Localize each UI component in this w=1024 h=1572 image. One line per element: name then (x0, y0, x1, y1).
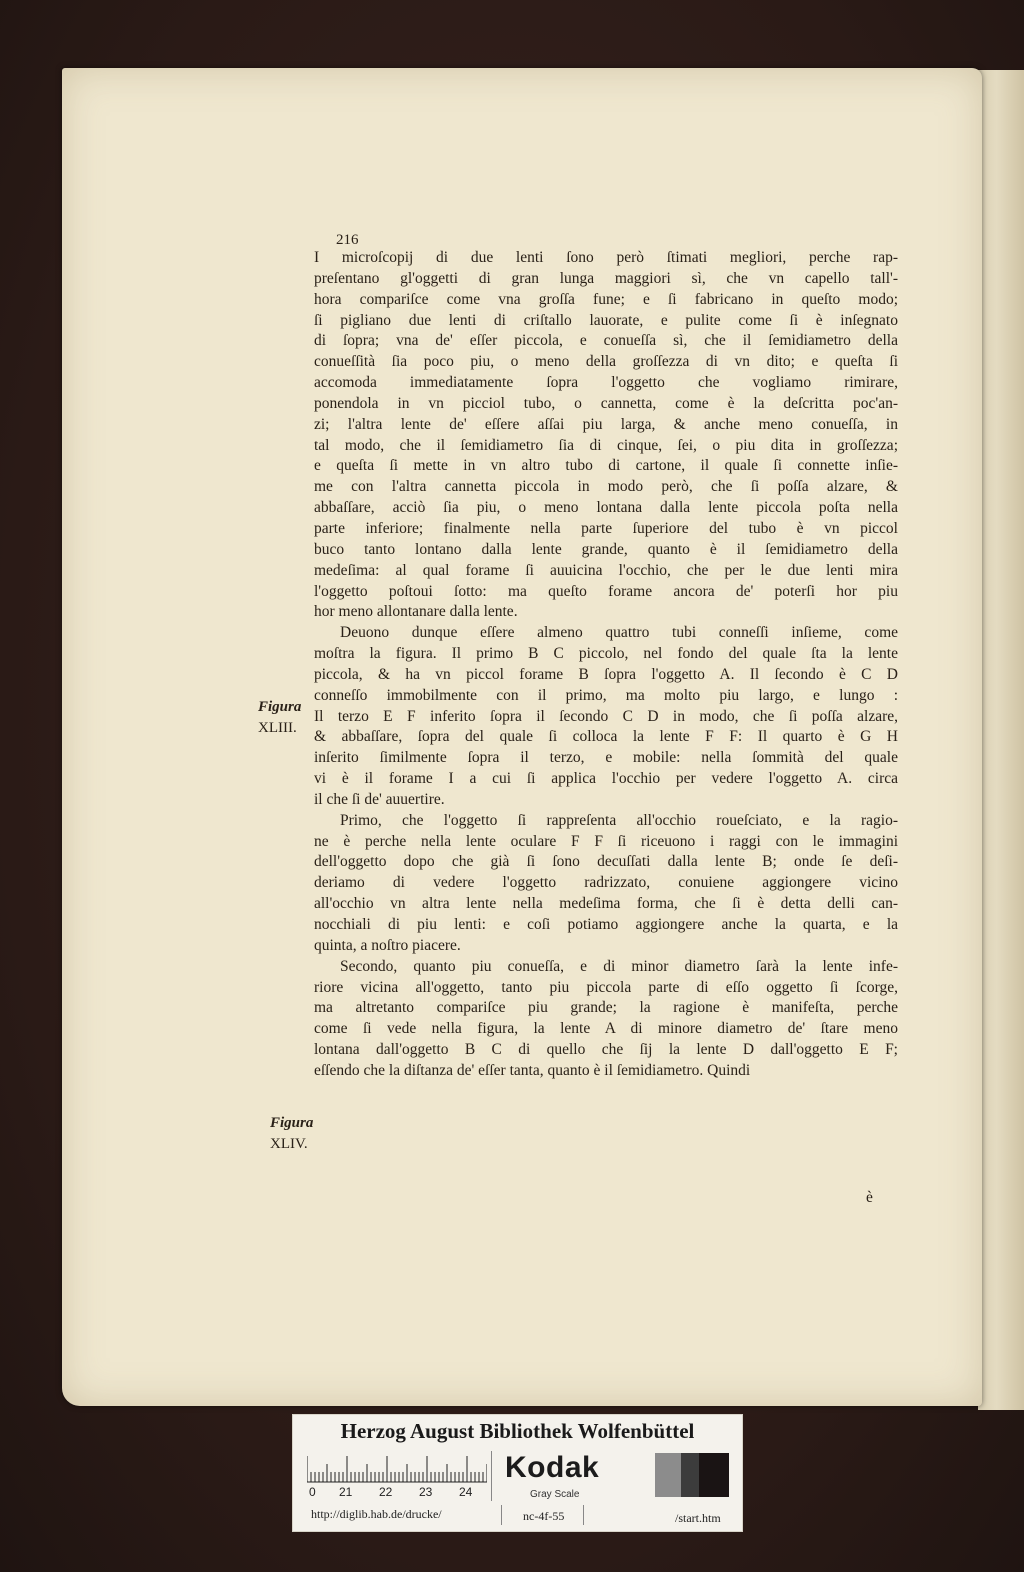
text-line: come ſi vede nella figura, la lente A di minore diametro de' ſtare meno (314, 1020, 898, 1038)
divider (583, 1505, 584, 1525)
text-line: ponendola in vn picciol tubo, o cannetta, come è la deſcritta poc'an- (314, 394, 898, 412)
text-line: preſentano gl'oggetti di gran lunga maggiori sì, che vn capello tall'- (314, 269, 898, 287)
text-line: moſtra la figura. Il primo B C piccolo, nel fondo del quale ſta la lente (314, 645, 898, 663)
text-line: tal modo, che il ſemidiametro ſia di cinque, ſei, o piu dita in groſſezza; (314, 436, 898, 454)
paragraph (314, 248, 898, 623)
text-line: accomoda immediatamente ſopra l'oggetto che vogliamo rimirare, (314, 374, 898, 392)
text-line: medeſima: al qual forame ſi auuicina l'occhio, che per le due lenti mira (314, 561, 898, 579)
paragraph (314, 957, 898, 1082)
text-line: inſerito ſimilmente ſopra il terzo, e mobile: nella ſommità del quale (314, 749, 898, 767)
text-line: dell'oggetto dopo che già ſi ſono decuſſati dalla lente B; onde ſe deſi- (314, 853, 898, 871)
ruler-icon (307, 1453, 487, 1483)
catchword: è (866, 1189, 873, 1206)
paragraph (314, 623, 898, 811)
text-line: riore vicina all'oggetto, tanto piu piccola parte di eſſo oggetto ſi ſcorge, (314, 978, 898, 996)
margin-note-figure-43 (258, 697, 301, 739)
margin-note-figure-44 (270, 1113, 313, 1155)
text-line: all'occhio vn altra lente nella medeſima forma, che ſi è detta delli can- (314, 895, 898, 913)
text-line: parte inferiore; finalmente nella parte ſuperiore del tubo è vn piccol (314, 519, 898, 537)
text-line: Primo, che l'oggetto ſi rappreſenta all'occhio roueſciato, e la ragio- (340, 811, 898, 829)
text-line: lontana dall'oggetto B C di quello che ſij la lente D dall'oggetto E F; (314, 1041, 898, 1059)
margin-note-label: Figura (270, 1115, 314, 1131)
text-line: ne è perche nella lente oculare F F ſi riceuono i raggi con le immagini (314, 832, 898, 850)
library-name: Herzog August Bibliothek Wolfenbüttel (340, 1419, 695, 1443)
text-line: me con l'altra cannetta piccola in modo però, che ſi poſſa alzare, & (314, 478, 898, 496)
text-line: quinta, a noſtro piacere. (314, 936, 461, 954)
margin-note-number: XLIV. (270, 1135, 308, 1152)
text-line: & abbaſſare, ſopra del quale ſi colloca la lente F F: Il quarto è G H (314, 728, 898, 746)
text-line: Secondo, quanto piu conueſſa, e di minor diametro ſarà la lente infe- (340, 957, 898, 975)
text-line: piccola, & ha vn piccol forame B ſopra l'oggetto A. Il ſecondo è C D (314, 665, 898, 683)
text-line: eſſendo che la diſtanza de' eſſer tanta, quanto è il ſemidiametro. Quindi (314, 1061, 751, 1079)
text-line: conueſſità ſia poco piu, o meno della groſſezza di vn dito; e queſta ſi (314, 353, 898, 371)
text-line: vi è il forame I a cui ſi applica l'occhio per vedere l'oggetto A. circa (314, 770, 898, 788)
text-line: conneſſo immobilmente con il primo, ma molto piu largo, e lungo : (314, 686, 898, 704)
text-line: Deuono dunque eſſere almeno quattro tubi conneſſi inſieme, come (340, 624, 898, 642)
text-line: I microſcopij di due lenti ſono però ſtimati megliori, perche rap- (314, 249, 898, 266)
ruler-number: 24 (459, 1485, 473, 1499)
text-line: deriamo di vedere l'oggetto radrizzato, conuiene aggiongere vicino (314, 874, 898, 892)
gray-swatch-light (655, 1453, 681, 1497)
ruler-number: 21 (339, 1485, 353, 1499)
ruler-number: 0 (309, 1485, 316, 1499)
divider (491, 1451, 492, 1501)
paragraph (314, 811, 898, 957)
color-target (292, 1414, 743, 1532)
gray-scale-label: Gray Scale (530, 1489, 580, 1500)
text-line: l'oggetto poſtoui ſotto: ma queſto forame ancora de' poterſi hor piu (314, 582, 898, 600)
page-number: 216 (336, 232, 359, 248)
url-shelfmark: nc-4f-55 (523, 1509, 565, 1523)
url-base: http://diglib.hab.de/drucke/ (311, 1507, 442, 1521)
text-line: il che ſi de' auuertire. (314, 790, 445, 808)
divider (501, 1505, 502, 1525)
text-line: e queſta ſi mette in vn altro tubo di cartone, il quale ſi connette inſie- (314, 457, 898, 475)
text-line: buco tanto lontano dalla lente grande, quanto è il ſemidiametro della (314, 540, 898, 558)
kodak-logo: Kodak (505, 1451, 600, 1484)
text-line: hora compariſce come vna groſſa fune; e ſi fabricano in queſto modo; (314, 290, 898, 308)
margin-note-label: Figura (258, 699, 302, 715)
text-line: Il terzo E F inferito ſopra il ſecondo C D in modo, che ſi poſſa alzare, (314, 707, 898, 725)
text-line: ſi pigliano due lenti di criſtallo lauorate, e pulite come ſi è inſegnato (314, 311, 898, 329)
next-page-edge (978, 70, 1024, 1410)
margin-note-number: XLIII. (258, 719, 297, 736)
url-start: /start.htm (675, 1511, 721, 1525)
body-text (314, 234, 898, 1082)
text-line: abbaſſare, acciò ſia piu, o meno lontana dalla lente piccola poſta nella (314, 499, 898, 517)
gray-swatch-mid (681, 1453, 699, 1497)
text-line: nocchiali di piu lenti: e coſi potiamo aggiongere anche la quarta, e la (314, 916, 898, 933)
ruler-number: 22 (379, 1485, 393, 1499)
text-line: ma altretanto compariſce piu grande; la ragione è manifeſta, perche (314, 999, 898, 1017)
gray-swatch-dark (699, 1453, 729, 1497)
text-line: hor meno allontanare dalla lente. (314, 603, 518, 621)
text-line: di ſopra; vna de' eſſer piccola, e conueſſa sì, che il ſemidiametro della (314, 332, 898, 350)
text-line: zi; l'altra lente de' eſſere aſſai piu larga, & anche meno conueſſa, in (314, 415, 898, 433)
ruler-number: 23 (419, 1485, 433, 1499)
